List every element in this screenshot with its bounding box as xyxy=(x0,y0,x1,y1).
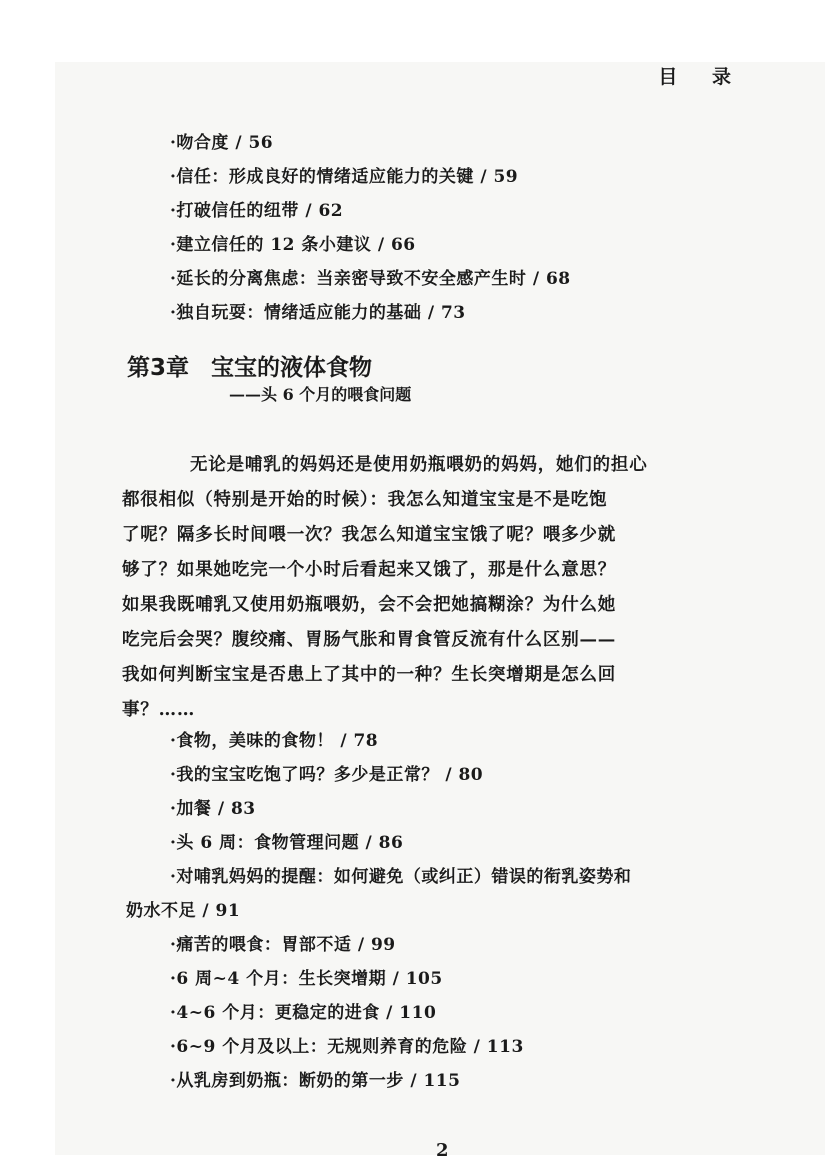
chapter-title: 宝宝的液体食物 xyxy=(211,355,373,381)
intro-line: 够了？如果她吃完一个小时后看起来又饿了，那是什么意思？ xyxy=(122,560,617,580)
toc-item: ·6 周~4 个月：生长突增期 / 105 xyxy=(170,969,443,989)
toc-item: ·我的宝宝吃饱了吗？多少是正常？ / 80 xyxy=(170,765,484,785)
top-margin xyxy=(0,0,825,62)
intro-line: 事？…… xyxy=(122,700,196,720)
intro-line: 我如何判断宝宝是否患上了其中的一种？生长突增期是怎么回 xyxy=(122,665,617,685)
toc-item: ·对哺乳妈妈的提醒：如何避免（或纠正）错误的衔乳姿势和 xyxy=(170,867,632,887)
page-number: 2 xyxy=(436,1140,449,1161)
toc-item: ·信任：形成良好的情绪适应能力的关键 / 59 xyxy=(170,167,519,187)
chapter-number: 第3章 xyxy=(127,355,190,381)
toc-item: ·建立信任的 12 条小建议 / 66 xyxy=(170,235,416,255)
toc-item: ·吻合度 / 56 xyxy=(170,133,274,153)
toc-item: ·头 6 周：食物管理问题 / 86 xyxy=(170,833,404,853)
running-head: 目 录 xyxy=(658,66,745,88)
toc-item: ·打破信任的纽带 / 62 xyxy=(170,201,344,221)
chapter-heading xyxy=(127,349,372,382)
toc-item: ·痛苦的喂食：胃部不适 / 99 xyxy=(170,935,396,955)
toc-item: ·食物，美味的食物！ / 78 xyxy=(170,731,379,751)
intro-line: 吃完后会哭？腹绞痛、胃肠气胀和胃食管反流有什么区别—— xyxy=(122,630,617,650)
intro-line: 无论是哺乳的妈妈还是使用奶瓶喂奶的妈妈，她们的担心 xyxy=(190,455,648,475)
intro-line: 都很相似（特别是开始的时候）：我怎么知道宝宝是不是吃饱 xyxy=(122,490,608,510)
intro-line: 如果我既哺乳又使用奶瓶喂奶，会不会把她搞糊涂？为什么她 xyxy=(122,595,617,615)
toc-item-continuation: 奶水不足 / 91 xyxy=(126,901,241,921)
intro-line: 了呢？隔多长时间喂一次？我怎么知道宝宝饿了呢？喂多少就 xyxy=(122,525,617,545)
toc-item: ·从乳房到奶瓶：断奶的第一步 / 115 xyxy=(170,1071,461,1091)
toc-item: ·4~6 个月：更稳定的进食 / 110 xyxy=(170,1003,437,1023)
toc-item: ·延长的分离焦虑：当亲密导致不安全感产生时 / 68 xyxy=(170,269,571,289)
chapter-subtitle: ——头 6 个月的喂食问题 xyxy=(229,385,412,404)
toc-item: ·独自玩耍：情绪适应能力的基础 / 73 xyxy=(170,303,466,323)
toc-item: ·加餐 / 83 xyxy=(170,799,256,819)
toc-item: ·6~9 个月及以上：无规则养育的危险 / 113 xyxy=(170,1037,524,1057)
